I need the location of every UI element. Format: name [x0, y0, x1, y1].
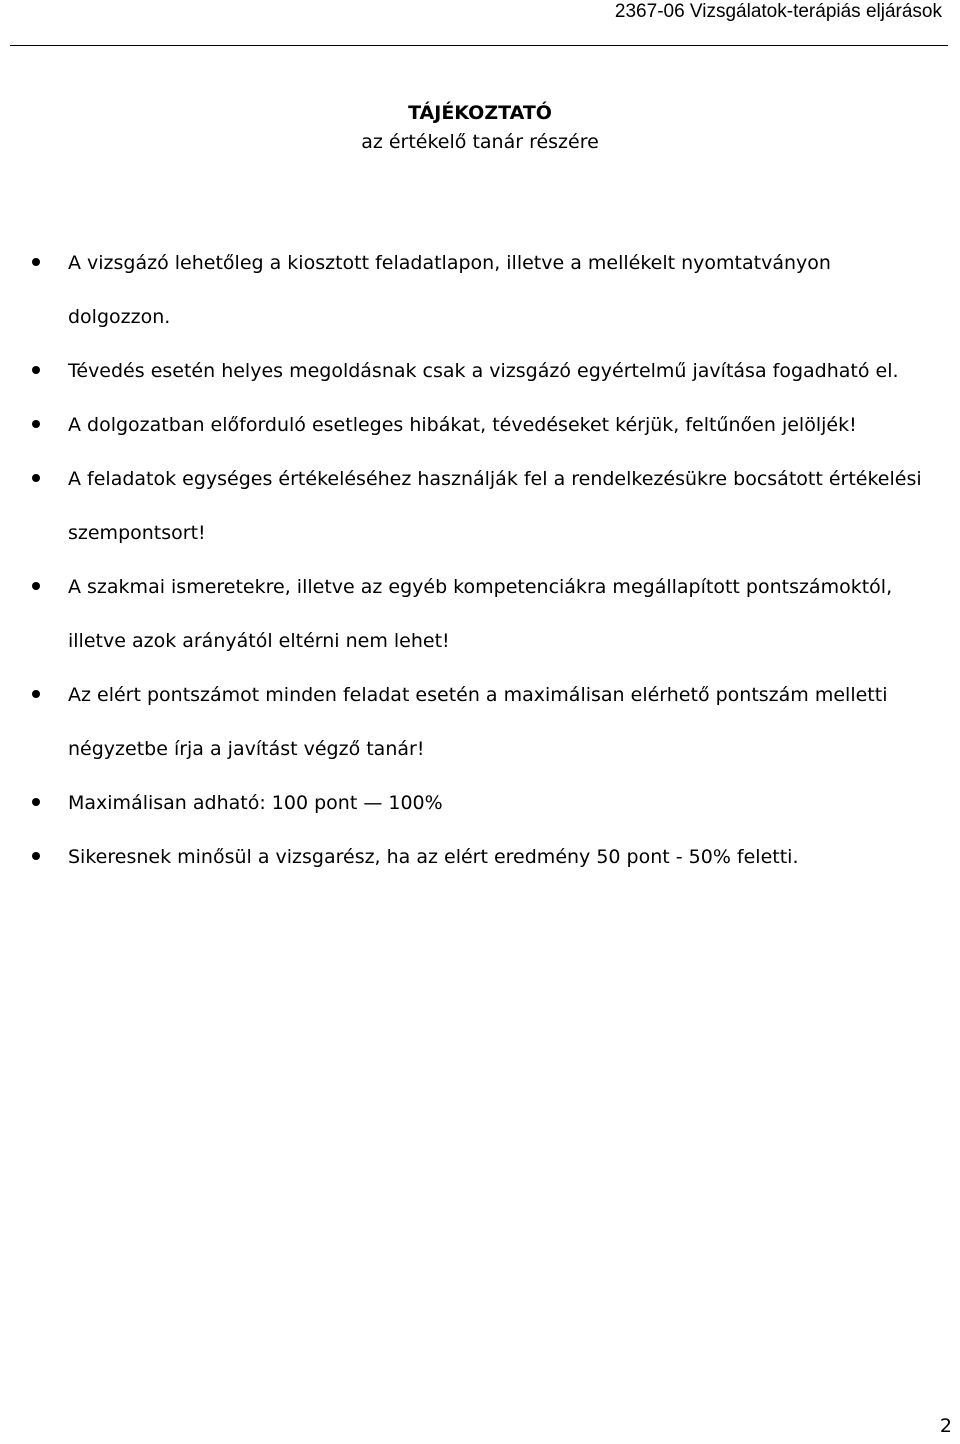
list-item-text: A szakmai ismeretekre, illetve az egyéb kompetenciákra megállapított pontszámoktól, — [68, 576, 893, 598]
bullet-icon — [32, 366, 40, 374]
list-item — [68, 452, 960, 560]
header-divider — [10, 45, 948, 46]
list-item-text: Sikeresnek minősül a vizsgarész, ha az elért eredmény 50 pont - 50% feletti. — [68, 846, 799, 868]
list-item — [68, 344, 960, 398]
list-item-text: Maximálisan adható: 100 pont — 100% — [68, 792, 443, 814]
list-item-text: A feladatok egységes értékeléséhez használják fel a rendelkezésükre bocsátott értékelési — [68, 468, 922, 490]
bullet-icon — [32, 852, 40, 860]
page-header-title: 2367-06 Vizsgálatok-terápiás eljárások — [614, 1, 942, 22]
list-item — [68, 668, 960, 776]
page-number: 2 — [939, 1415, 952, 1437]
list-item-text: Tévedés esetén helyes megoldásnak csak a vizsgázó egyértelmű javítása fogadható el. — [68, 360, 899, 382]
list-item — [68, 560, 960, 668]
bullet-icon — [32, 474, 40, 482]
list-item-text-continued: négyzetbe írja a javítást végző tanár! — [68, 738, 425, 760]
list-item-text-continued: dolgozzon. — [68, 306, 171, 328]
list-item — [68, 830, 960, 884]
document-title: TÁJÉKOZTATÓ — [408, 102, 552, 124]
list-item — [68, 776, 960, 830]
list-item-text: A vizsgázó lehetőleg a kiosztott feladatlapon, illetve a mellékelt nyomtatványon — [68, 252, 831, 274]
list-item — [68, 236, 960, 344]
list-item-text-continued: szempontsort! — [68, 522, 206, 544]
list-item — [68, 398, 960, 452]
bullet-icon — [32, 258, 40, 266]
instruction-list — [68, 236, 960, 884]
list-item-text: Az elért pontszámot minden feladat esetén a maximálisan elérhető pontszám melletti — [68, 684, 888, 706]
bullet-icon — [32, 690, 40, 698]
bullet-icon — [32, 582, 40, 590]
list-item-text: A dolgozatban előforduló esetleges hibákat, tévedéseket kérjük, feltűnően jelöljék! — [68, 414, 857, 436]
bullet-icon — [32, 420, 40, 428]
document-subtitle: az értékelő tanár részére — [361, 131, 599, 153]
bullet-icon — [32, 798, 40, 806]
list-item-text-continued: illetve azok arányától eltérni nem lehet! — [68, 630, 450, 652]
